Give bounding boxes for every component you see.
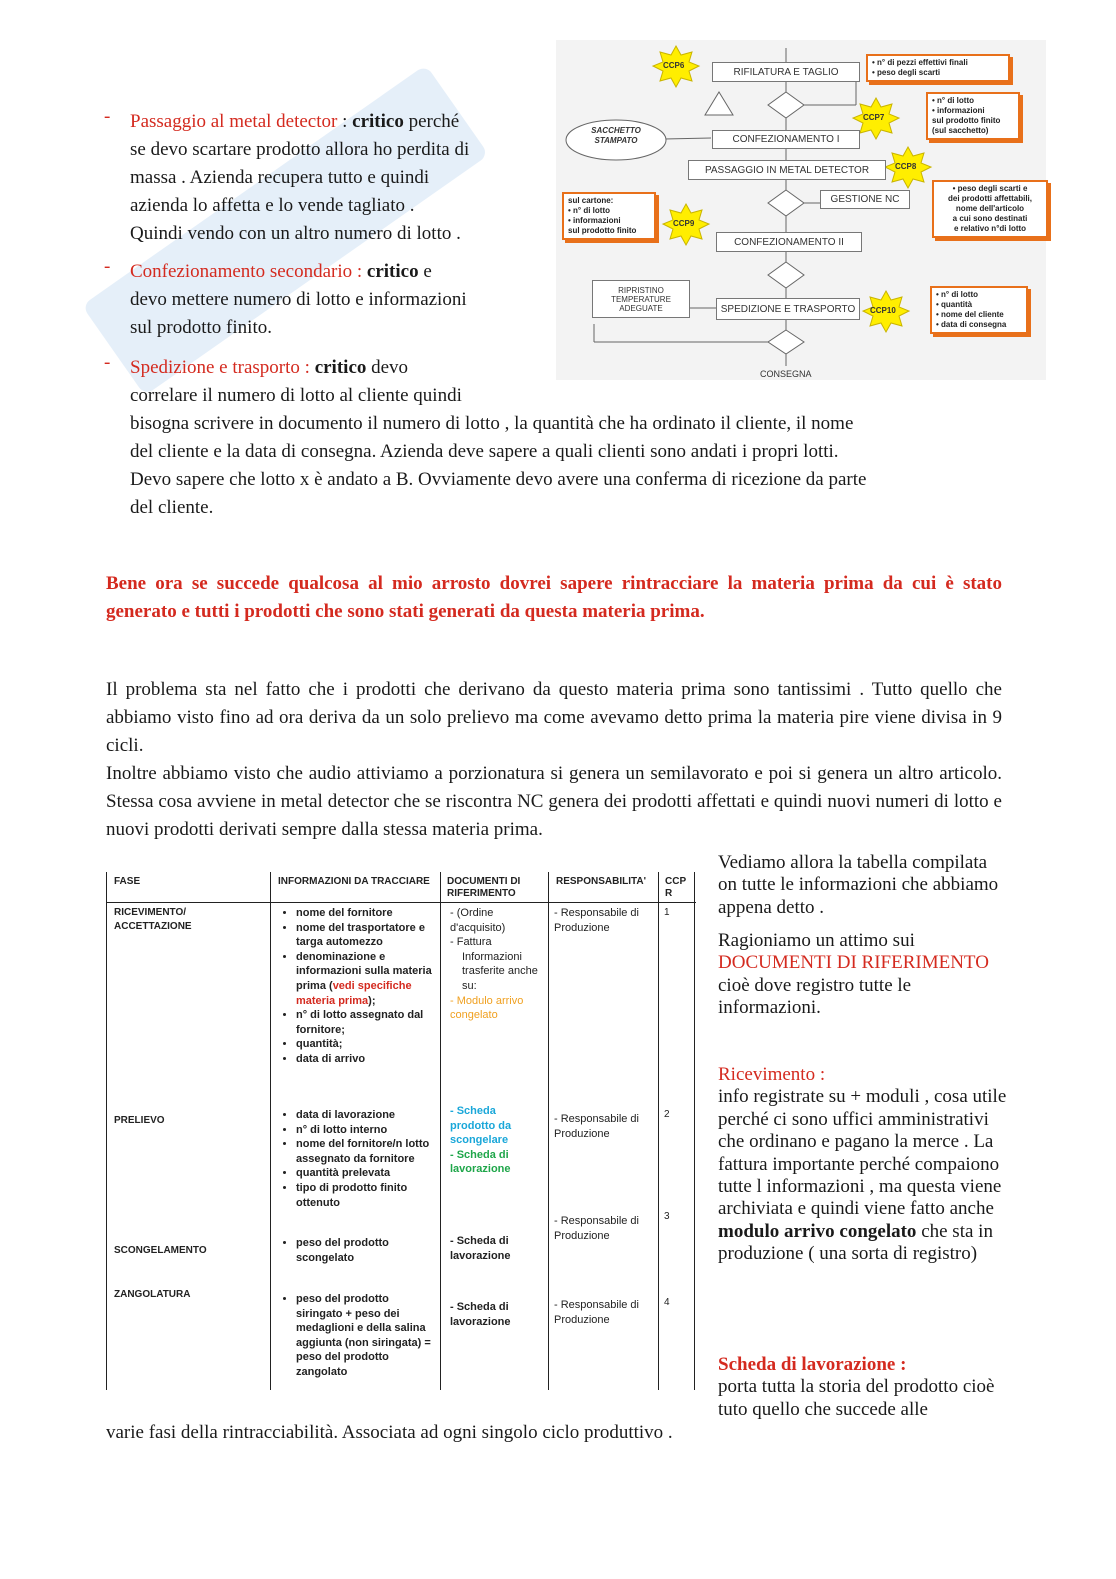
ccp10-label: CCP10 <box>870 306 896 315</box>
ccp-1: 1 <box>664 907 670 918</box>
ccp-3: 3 <box>664 1211 670 1222</box>
last-line: varie fasi della rintracciabilità. Associata ad ogni singolo ciclo produttivo . <box>106 1422 673 1443</box>
bullet-dash: - <box>104 352 111 373</box>
step-gestione-nc: GESTIONE NC <box>820 190 910 209</box>
header-informazioni: INFORMAZIONI DA TRACCIARE <box>278 876 430 887</box>
fase-ricevimento: RICEVIMENTO/ ACCETTAZIONE <box>114 907 192 932</box>
fase-zangolatura: ZANGOLATURA <box>114 1289 191 1300</box>
ccp-4: 4 <box>664 1297 670 1308</box>
bullet-spedizione: Spedizione e trasporto : critico devo correlare il numero di lotto al cliente quindi <box>130 357 462 406</box>
header-ccpr: CCP R <box>665 876 686 899</box>
highlight-paragraph: Bene ora se succede qualcosa al mio arrosto dovrei sapere rintracciare la materia prima da cui è stato generato e tutti i prodotti che sono stati generati da questa materia prima. <box>106 573 1002 622</box>
info-ricevimento: • nome del fornitore • nome del trasportatore e targa automezzo • denominazione e informazioni sulla materia prima (vedi specifiche materia prima); • n° di lotto assegnato dal fornitore; • quantità; • data di arrivo <box>274 906 434 1067</box>
doc-prelievo: - Scheda prodotto da scongelare - Scheda di lavorazione <box>450 1105 512 1176</box>
resp-ricevimento: - Responsabile di Produzione <box>554 907 639 934</box>
note-metal-detector: • peso degli scarti e dei prodotti affettabili, nome dell'articolo a cui sono destinati e relativo n°di lotto <box>932 180 1048 238</box>
side-vediamo: Vediamo allora la tabella compilata on tutte le informazioni che abbiamo appena detto . <box>718 852 999 918</box>
bullet-dash: - <box>104 106 111 127</box>
bullet-spedizione-cont: bisogna scrivere in documento il numero di lotto , la quantità che ha ordinato il cliente, il nome del cliente e la data di consegna. Azienda deve sapere a quali clienti sono andati i propri lotti. Devo sapere che lotto x è andato a B. Ovviamente devo avere una conferma di ricezione da parte del cliente. <box>130 413 867 518</box>
header-fase: FASE <box>114 876 141 887</box>
info-zangolatura: • peso del prodotto siringato + peso dei medaglioni e della salina aggiunta (non siringata) = peso del prodotto zangolato <box>274 1292 434 1380</box>
side-scheda: Scheda di lavorazione : porta tutta la storia del prodotto cioè tuto quello che succede alle <box>718 1354 995 1420</box>
resp-prelievo: - Responsabile di Produzione <box>554 1113 639 1140</box>
note-spedizione: • n° di lotto • quantità • nome del cliente • data di consegna <box>930 286 1028 334</box>
step-ripristino: RIPRISTINO TEMPERATURE ADEGUATE <box>592 280 690 318</box>
step-rifilatura: RIFILATURA E TAGLIO <box>712 62 860 82</box>
ccp9-label: CCP9 <box>673 219 695 228</box>
step-consegna: CONSEGNA <box>760 369 812 379</box>
ccp8-label: CCP8 <box>895 162 917 171</box>
flowchart <box>556 40 1046 380</box>
bullet-confezionamento: Confezionamento secondario : critico e devo mettere numero di lotto e informazioni sul prodotto finito. <box>130 261 467 338</box>
note-rifilatura: • n° di pezzi effettivi finali • peso degli scarti <box>866 54 1010 82</box>
header-responsabilita: RESPONSABILITA' <box>556 876 646 887</box>
bullet-dash: - <box>104 256 111 277</box>
step-spedizione: SPEDIZIONE E TRASPORTO <box>716 298 860 320</box>
note-confezionamento-2: sul cartone: • n° di lotto • informazioni sul prodotto finito <box>562 192 656 240</box>
resp-zangolatura: - Responsabile di Produzione <box>554 1299 639 1326</box>
ccp7-label: CCP7 <box>863 113 885 122</box>
paragraph-problema: Il problema sta nel fatto che i prodotti che derivano da questo materia prima sono tantissimi . Tutto quello che abbiamo visto fino ad ora deriva da un solo prelievo ma come avevamo detto prima la materia pire viene divisa in 9 cicli. <box>106 679 1002 756</box>
fase-prelievo: PRELIEVO <box>114 1115 165 1126</box>
resp-scongelamento: - Responsabile di Produzione <box>554 1215 639 1242</box>
doc-scongelamento: - Scheda di lavorazione <box>450 1235 511 1262</box>
side-documenti: Ragioniamo un attimo sui DOCUMENTI DI RIFERIMENTO cioè dove registro tutte le informazioni. <box>718 930 989 1019</box>
ccp6-label: CCP6 <box>663 61 685 70</box>
note-confezionamento-1: • n° di lotto • informazioni sul prodotto finito (sul sacchetto) <box>926 92 1020 140</box>
fase-scongelamento: SCONGELAMENTO <box>114 1245 207 1256</box>
doc-zangolatura: - Scheda di lavorazione <box>450 1301 511 1328</box>
step-metal-detector: PASSAGGIO IN METAL DETECTOR <box>688 160 886 180</box>
step-confezionamento-2: CONFEZIONAMENTO II <box>716 232 862 252</box>
bullet-metal-detector: Passaggio al metal detector : critico perché se devo scartare prodotto allora ho perdita di massa . Azienda recupera tutto e quindi azienda lo affetta e lo vende tagliato . Quindi vendo con un altro numero di lotto . <box>130 111 470 244</box>
info-scongelamento: • peso del prodotto scongelato <box>274 1236 434 1265</box>
traceability-table <box>106 872 696 1390</box>
header-documenti: DOCUMENTI DI RIFERIMENTO <box>447 876 521 899</box>
side-ricevimento: Ricevimento : info registrate su + moduli , cosa utile perché ci sono uffici amministrativi che ordinano e pagano la merce . La fattura importante perché compaiono tutte l informazioni , ma questa viene archiviata e quindi viene fatto anche modulo arrivo congelato che sta in produzione ( una sorta di registro) <box>718 1064 1007 1265</box>
sacchetto-stampato: SACCHETTO STAMPATO <box>591 126 641 145</box>
ccp-2: 2 <box>664 1109 670 1120</box>
info-prelievo: • data di lavorazione • n° di lotto interno • nome del fornitore/n lotto assegnato da fornitore • quantità prelevata • tipo di prodotto finito ottenuto <box>274 1108 434 1210</box>
step-confezionamento-1: CONFEZIONAMENTO I <box>712 130 860 149</box>
doc-ricevimento: - (Ordine d'acquisito) - Fattura Informazioni trasferite anche su: - Modulo arrivo congelato <box>450 907 538 1022</box>
paragraph-inoltre: Inoltre abbiamo visto che audio attiviamo a porzionatura si genera un semilavorato e poi si genera un altro articolo. Stessa cosa avviene in metal detector che se riscontra NC genera dei prodotti affettati e quindi nuovi numeri di lotto e nuovi prodotti derivati sempre dalla stessa materia prima. <box>106 763 1002 840</box>
